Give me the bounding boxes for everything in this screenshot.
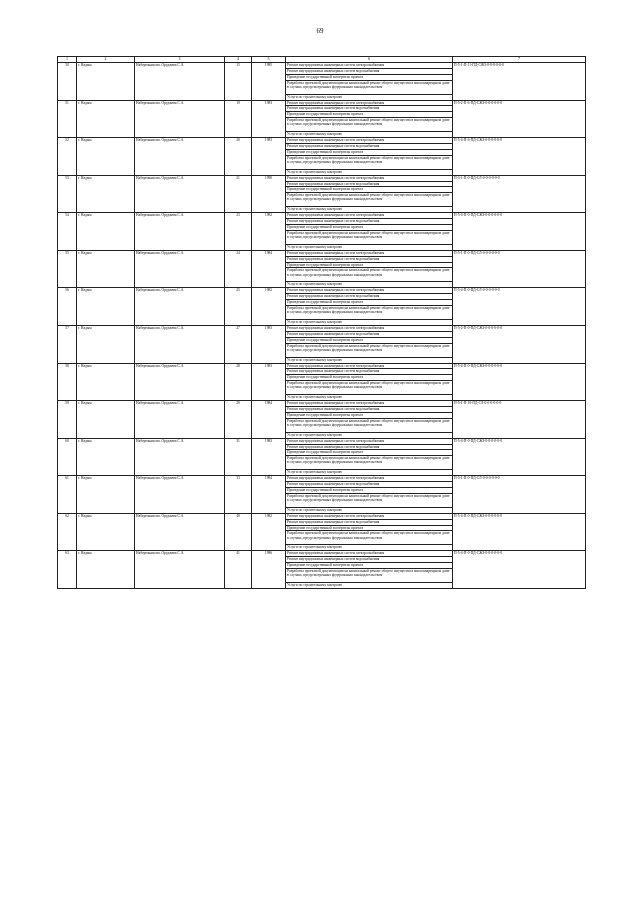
work-type-cell: Разработка проектной документации на капитальный ремонт общего имущества в многоквартирном доме в случаях, предусмотренных федеральным законодательством <box>286 193 453 207</box>
row-number: 50 <box>58 63 77 101</box>
work-type-cell: Ремонт внутридомовых инженерных систем электроснабжения <box>286 513 453 519</box>
work-type-cell: Разработка проектной документации на капитальный ремонт общего имущества в многоквартирном доме в случаях, предусмотренных федеральным законодательством <box>286 230 453 244</box>
city-cell: г. Надым <box>77 213 135 251</box>
column-header: 3 <box>135 57 225 63</box>
street-cell: Набережная им. Оруджева С.А. <box>135 363 225 401</box>
house-cell: 40 <box>225 513 252 551</box>
work-type-cell: Услуги по строительному контролю <box>286 357 453 363</box>
street-cell: Набережная им. Оруджева С.А. <box>135 288 225 326</box>
work-type-cell: Разработка проектной документации на капитальный ремонт общего имущества в многоквартирном доме в случаях, предусмотренных федеральным законодательством <box>286 381 453 395</box>
work-type-cell: Ремонт внутридомовых инженерных систем водоснабжения <box>286 444 453 450</box>
code-cell: П-5-4-П-0-ПД-СЛ-0-0-0-0-0-0 <box>453 288 586 326</box>
city-cell: г. Надым <box>77 250 135 288</box>
row-number: 60 <box>58 438 77 476</box>
house-cell: 33 <box>225 476 252 514</box>
work-type-cell: Разработка проектной документации на капитальный ремонт общего имущества в многоквартирном доме в случаях, предусмотренных федеральным законодательством <box>286 343 453 357</box>
street-cell: Набережная им. Оруджева С.А. <box>135 476 225 514</box>
year-cell: 1982 <box>252 288 286 326</box>
row-number: 56 <box>58 288 77 326</box>
city-cell: г. Надым <box>77 551 135 589</box>
code-cell: П-5-1-П-11-ПД-СЖЗ-0-0-0-0-0-0 <box>453 63 586 101</box>
row-number: 63 <box>58 551 77 589</box>
repair-table <box>57 56 586 589</box>
work-type-cell: Проведение государственной экспертизы проекта <box>286 112 453 118</box>
work-type-cell: Услуги по строительному контролю <box>286 470 453 476</box>
work-type-cell: Разработка проектной документации на капитальный ремонт общего имущества в многоквартирном доме в случаях, предусмотренных федеральным законодательством <box>286 418 453 432</box>
column-header: 6 <box>286 57 453 63</box>
street-cell: Набережная им. Оруджева С.А. <box>135 175 225 213</box>
street-cell: Набережная им. Оруджева С.А. <box>135 100 225 138</box>
street-cell: Набережная им. Оруджева С.А. <box>135 325 225 363</box>
city-cell: г. Надым <box>77 401 135 439</box>
work-type-cell: Проведение государственной экспертизы проекта <box>286 525 453 531</box>
work-type-cell: Ремонт внутридомовых инженерных систем электроснабжения <box>286 476 453 482</box>
row-number: 55 <box>58 250 77 288</box>
work-type-cell: Разработка проектной документации на капитальный ремонт общего имущества в многоквартирном доме в случаях, предусмотренных федеральным законодательством <box>286 80 453 94</box>
work-type-cell: Услуги по строительному контролю <box>286 207 453 213</box>
work-type-cell: Услуги по строительному контролю <box>286 432 453 438</box>
year-cell: 1982 <box>252 213 286 251</box>
street-cell: Набережная им. Оруджева С.А. <box>135 551 225 589</box>
city-cell: г. Надым <box>77 476 135 514</box>
house-cell: 23 <box>225 213 252 251</box>
work-type-cell: Разработка проектной документации на капитальный ремонт общего имущества в многоквартирном доме в случаях, предусмотренных федеральным законодательством <box>286 568 453 582</box>
work-type-cell: Ремонт внутридомовых инженерных систем электроснабжения <box>286 175 453 181</box>
work-type-cell: Ремонт внутридомовых инженерных систем водоснабжения <box>286 256 453 262</box>
work-type-cell: Ремонт внутридомовых инженерных систем водоснабжения <box>286 68 453 74</box>
work-type-cell: Проведение государственной экспертизы проекта <box>286 149 453 155</box>
work-type-cell: Ремонт внутридомовых инженерных систем водоснабжения <box>286 482 453 488</box>
column-header: 2 <box>77 57 135 63</box>
city-cell: г. Надым <box>77 63 135 101</box>
work-type-cell: Ремонт внутридомовых инженерных систем водоснабжения <box>286 144 453 150</box>
work-type-cell: Проведение государственной экспертизы проекта <box>286 187 453 193</box>
code-cell: П-5-2-П-0-ПД-СЖЗ-0-0-0-0-0-0 <box>453 325 586 363</box>
year-cell: 1983 <box>252 100 286 138</box>
work-type-cell: Ремонт внутридомовых инженерных систем электроснабжения <box>286 325 453 331</box>
work-type-cell: Услуги по строительному контролю <box>286 507 453 513</box>
row-number: 62 <box>58 513 77 551</box>
street-cell: Набережная им. Оруджева С.А. <box>135 213 225 251</box>
city-cell: г. Надым <box>77 438 135 476</box>
work-type-cell: Проведение государственной экспертизы проекта <box>286 74 453 80</box>
work-type-cell: Разработка проектной документации на капитальный ремонт общего имущества в многоквартирном доме в случаях, предусмотренных федеральным законодательством <box>286 306 453 320</box>
page-number: 69 <box>316 27 324 35</box>
column-header: 1 <box>58 57 77 63</box>
work-type-cell: Услуги по строительному контролю <box>286 282 453 288</box>
work-type-cell: Ремонт внутридомовых инженерных систем электроснабжения <box>286 363 453 369</box>
work-type-cell: Ремонт внутридомовых инженерных систем водоснабжения <box>286 294 453 300</box>
row-number: 59 <box>58 401 77 439</box>
work-type-cell: Услуги по строительному контролю <box>286 94 453 100</box>
work-type-cell: Ремонт внутридомовых инженерных систем водоснабжения <box>286 219 453 225</box>
house-cell: 41 <box>225 551 252 589</box>
work-type-cell: Услуги по строительному контролю <box>286 244 453 250</box>
work-type-cell: Ремонт внутридомовых инженерных систем электроснабжения <box>286 138 453 144</box>
street-cell: Набережная им. Оруджева С.А. <box>135 513 225 551</box>
work-type-cell: Услуги по строительному контролю <box>286 132 453 138</box>
work-type-cell: Ремонт внутридомовых инженерных систем водоснабжения <box>286 106 453 112</box>
street-cell: Набережная им. Оруджева С.А. <box>135 250 225 288</box>
work-type-cell: Проведение государственной экспертизы проекта <box>286 563 453 569</box>
code-cell: П-3-1-П-0-ПД-СЛ-0-0-0-0-0-0 <box>453 175 586 213</box>
work-type-cell: Ремонт внутридомовых инженерных систем водоснабжения <box>286 331 453 337</box>
work-type-cell: Ремонт внутридомовых инженерных систем электроснабжения <box>286 213 453 219</box>
work-type-cell: Проведение государственной экспертизы проекта <box>286 487 453 493</box>
work-type-cell: Ремонт внутридомовых инженерных систем электроснабжения <box>286 401 453 407</box>
work-type-cell: Проведение государственной экспертизы проекта <box>286 337 453 343</box>
work-type-cell: Ремонт внутридомовых инженерных систем электроснабжения <box>286 100 453 106</box>
year-cell: 1984 <box>252 476 286 514</box>
column-header: 4 <box>225 57 252 63</box>
street-cell: Набережная им. Оруджева С.А. <box>135 438 225 476</box>
work-type-cell: Услуги по строительному контролю <box>286 582 453 588</box>
city-cell: г. Надым <box>77 288 135 326</box>
code-cell: П-5-4-П-0-ПД-СЖЗ-0-0-0-0-0-0 <box>453 513 586 551</box>
work-type-cell: Ремонт внутридомовых инженерных систем электроснабжения <box>286 250 453 256</box>
row-number: 57 <box>58 325 77 363</box>
house-cell: 21 <box>225 175 252 213</box>
house-cell: 20 <box>225 138 252 176</box>
house-cell: 24 <box>225 250 252 288</box>
code-cell: П-5-4-П-0-ПД-СЖЗ-0-0-0-0-0-0 <box>453 438 586 476</box>
year-cell: 1990 <box>252 175 286 213</box>
city-cell: г. Надым <box>77 325 135 363</box>
work-type-cell: Ремонт внутридомовых инженерных систем водоснабжения <box>286 557 453 563</box>
work-type-cell: Проведение государственной экспертизы проекта <box>286 300 453 306</box>
street-cell: Набережная им. Оруджева С.А. <box>135 401 225 439</box>
city-cell: г. Надым <box>77 363 135 401</box>
work-type-cell: Услуги по строительному контролю <box>286 545 453 551</box>
work-type-cell: Проведение государственной экспертизы проекта <box>286 225 453 231</box>
work-type-cell: Ремонт внутридомовых инженерных систем водоснабжения <box>286 519 453 525</box>
work-type-cell: Ремонт внутридомовых инженерных систем водоснабжения <box>286 406 453 412</box>
house-cell: 28 <box>225 363 252 401</box>
year-cell: 1983 <box>252 363 286 401</box>
work-type-cell: Ремонт внутридомовых инженерных систем водоснабжения <box>286 181 453 187</box>
work-type-cell: Ремонт внутридомовых инженерных систем электроснабжения <box>286 288 453 294</box>
code-cell: П-5-4-П-6-ПД-СЖЗ-0-0-0-0-0-0 <box>453 138 586 176</box>
column-header: 5 <box>252 57 286 63</box>
street-cell: Набережная им. Оруджева С.А. <box>135 138 225 176</box>
work-type-cell: Ремонт внутридомовых инженерных систем водоснабжения <box>286 369 453 375</box>
code-cell: П-5-1-П-10-ПД-СЛ-0-0-0-0-0-0 <box>453 401 586 439</box>
year-cell: 1986 <box>252 551 286 589</box>
work-type-cell: Ремонт внутридомовых инженерных систем электроснабжения <box>286 438 453 444</box>
city-cell: г. Надым <box>77 100 135 138</box>
code-cell: П-5-1-П-0-ПД-СЛ-0-0-0-0-0-0 <box>453 476 586 514</box>
house-cell: 19 <box>225 100 252 138</box>
street-cell: Набережная им. Оруджева С.А. <box>135 63 225 101</box>
code-cell: П-5-4-П-0-ПД-СЖЗ-0-0-0-0-0-0 <box>453 551 586 589</box>
year-cell: 1982 <box>252 513 286 551</box>
work-type-cell: Разработка проектной документации на капитальный ремонт общего имущества в многоквартирном доме в случаях, предусмотренных федеральным законодательством <box>286 493 453 507</box>
year-cell: 1983 <box>252 138 286 176</box>
work-type-cell: Услуги по строительному контролю <box>286 169 453 175</box>
house-cell: 15 <box>225 63 252 101</box>
year-cell: 1984 <box>252 250 286 288</box>
year-cell: 1983 <box>252 325 286 363</box>
code-cell: П-5-2-П-6-ПД-СЖЗ-0-0-0-0-0-0 <box>453 100 586 138</box>
work-type-cell: Разработка проектной документации на капитальный ремонт общего имущества в многоквартирном доме в случаях, предусмотренных федеральным законодательством <box>286 118 453 132</box>
house-cell: 29 <box>225 401 252 439</box>
work-type-cell: Проведение государственной экспертизы проекта <box>286 262 453 268</box>
code-cell: П-5-4-П-0-ПД-СЖЗ-0-0-0-0-0-0 <box>453 363 586 401</box>
row-number: 54 <box>58 213 77 251</box>
row-number: 52 <box>58 138 77 176</box>
work-type-cell: Проведение государственной экспертизы проекта <box>286 450 453 456</box>
city-cell: г. Надым <box>77 175 135 213</box>
year-cell: 1983 <box>252 438 286 476</box>
work-type-cell: Услуги по строительному контролю <box>286 320 453 326</box>
work-type-cell: Ремонт внутридомовых инженерных систем электроснабжения <box>286 63 453 69</box>
city-cell: г. Надым <box>77 513 135 551</box>
column-header: 7 <box>453 57 586 63</box>
house-cell: 31 <box>225 438 252 476</box>
row-number: 51 <box>58 100 77 138</box>
row-number: 61 <box>58 476 77 514</box>
work-type-cell: Разработка проектной документации на капитальный ремонт общего имущества в многоквартирном доме в случаях, предусмотренных федеральным законодательством <box>286 531 453 545</box>
year-cell: 1985 <box>252 63 286 101</box>
work-type-cell: Ремонт внутридомовых инженерных систем электроснабжения <box>286 551 453 557</box>
work-type-cell: Проведение государственной экспертизы проекта <box>286 412 453 418</box>
work-type-cell: Проведение государственной экспертизы проекта <box>286 375 453 381</box>
city-cell: г. Надым <box>77 138 135 176</box>
work-type-cell: Разработка проектной документации на капитальный ремонт общего имущества в многоквартирном доме в случаях, предусмотренных федеральным законодательством <box>286 456 453 470</box>
row-number: 53 <box>58 175 77 213</box>
work-type-cell: Разработка проектной документации на капитальный ремонт общего имущества в многоквартирном доме в случаях, предусмотренных федеральным законодательством <box>286 268 453 282</box>
work-type-cell: Разработка проектной документации на капитальный ремонт общего имущества в многоквартирном доме в случаях, предусмотренных федеральным законодательством <box>286 155 453 169</box>
code-cell: П-5-1-П-0-ПД-СЛ-0-0-0-0-0-0 <box>453 250 586 288</box>
house-cell: 25 <box>225 288 252 326</box>
code-cell: П-5-4-П-0-ПД-СЖЗ-0-0-0-0-0-0 <box>453 213 586 251</box>
work-type-cell: Услуги по строительному контролю <box>286 395 453 401</box>
house-cell: 27 <box>225 325 252 363</box>
year-cell: 1984 <box>252 401 286 439</box>
row-number: 58 <box>58 363 77 401</box>
